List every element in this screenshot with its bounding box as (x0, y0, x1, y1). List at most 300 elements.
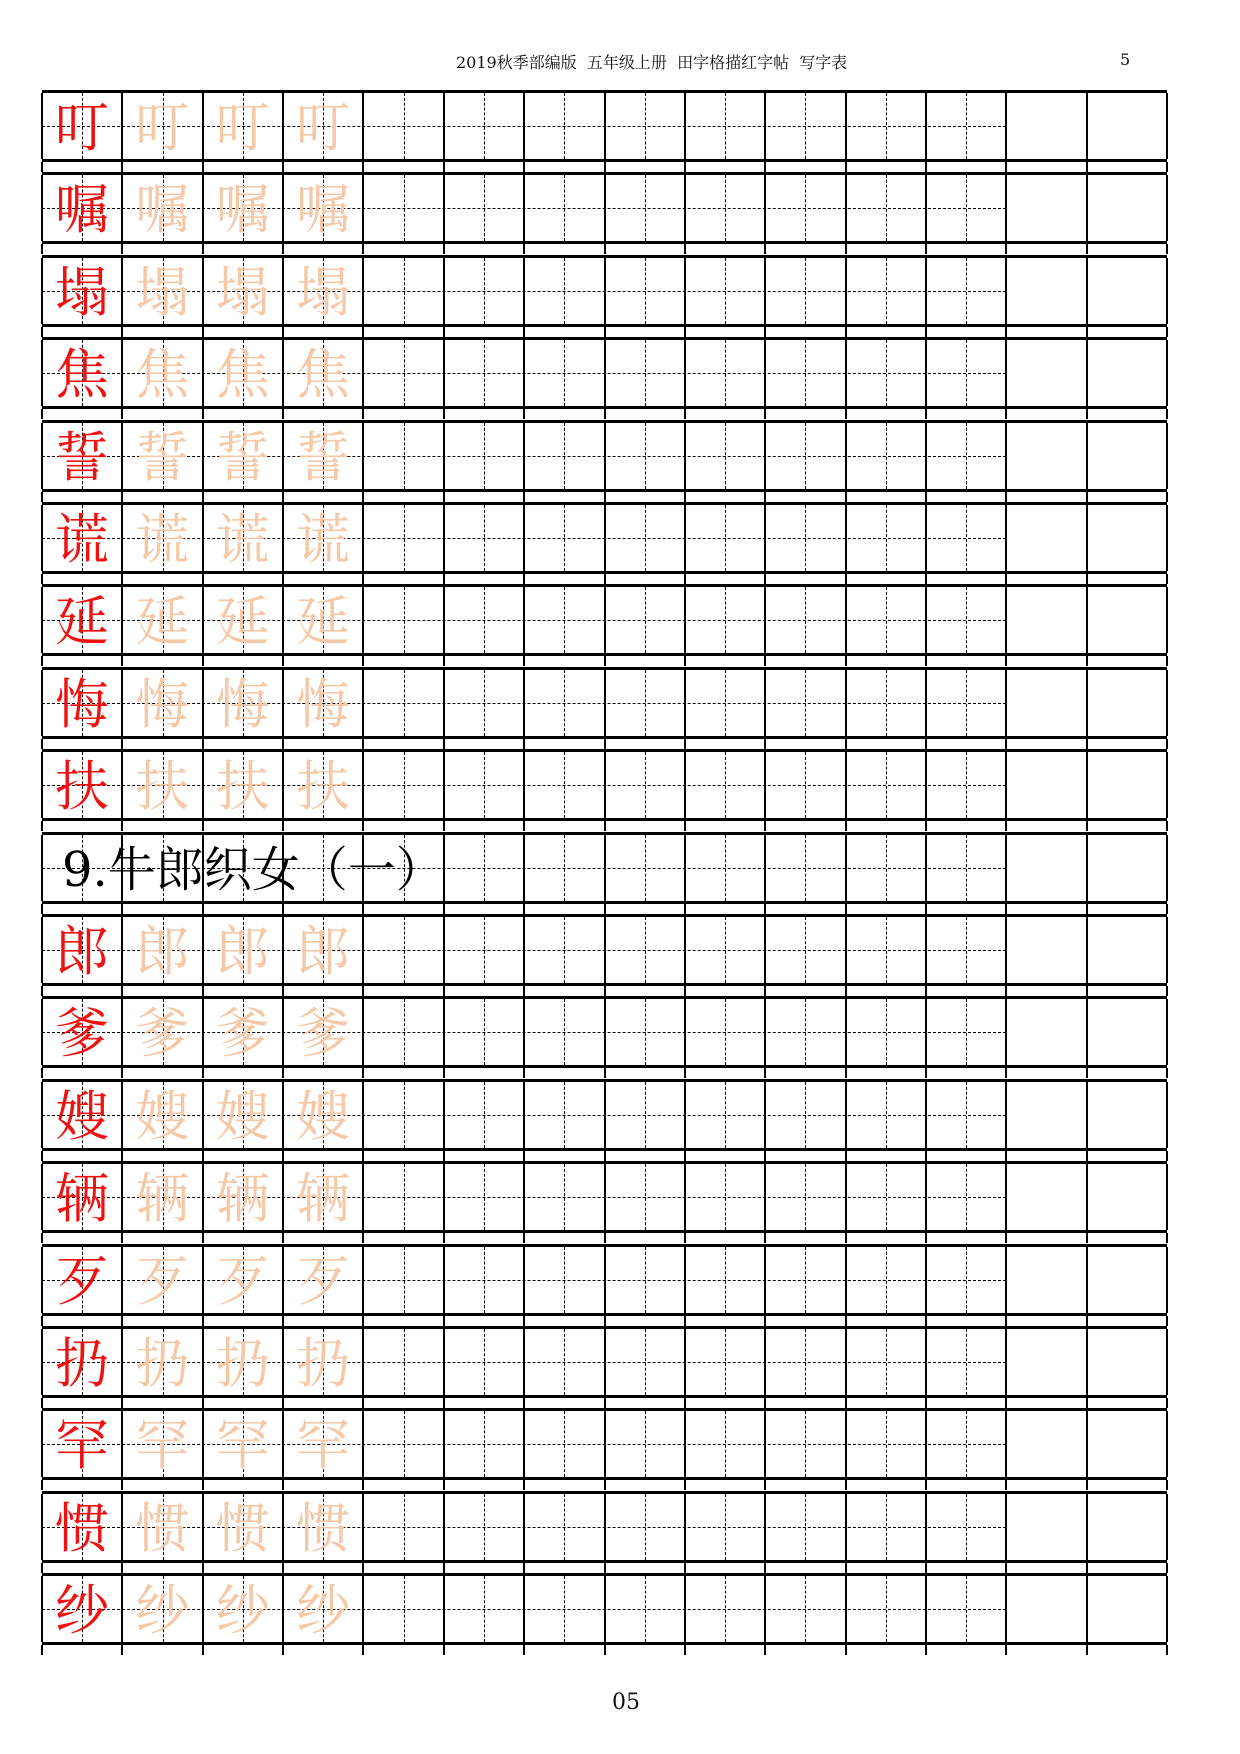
cell-border (1166, 1576, 1168, 1642)
practice-cells (42, 832, 1167, 904)
row-gap (42, 821, 1167, 831)
cell-border (1005, 821, 1007, 831)
cell-border (282, 1068, 284, 1078)
cell-border (1166, 587, 1168, 653)
cell-border (1166, 258, 1168, 324)
cell-border (1166, 1329, 1168, 1395)
model-character: 惯 (55, 1496, 109, 1560)
trace-character: 纱 (135, 1579, 190, 1643)
cell-border (1086, 1398, 1088, 1408)
practice-cells (42, 255, 1167, 327)
cell-border (604, 986, 606, 996)
row-gap (42, 492, 1167, 502)
cell-border (1166, 904, 1168, 914)
cell-border (684, 1316, 686, 1326)
cell-border (764, 1645, 766, 1655)
cell-border (443, 1645, 445, 1655)
trace-character: 郎 (215, 920, 270, 983)
cell-border (845, 1068, 847, 1078)
cell-border (41, 1316, 43, 1326)
trace-character: 纱 (215, 1579, 270, 1643)
cell-border (1005, 162, 1007, 172)
model-character: 谎 (55, 508, 109, 571)
cell-border (925, 1645, 927, 1655)
cell-border (1005, 656, 1007, 666)
cell-border (202, 739, 204, 749)
cell-border (1086, 1494, 1088, 1560)
model-character: 扔 (55, 1332, 109, 1395)
cell-border (1166, 327, 1168, 337)
cell-border (121, 1645, 123, 1655)
cell-border (523, 1233, 525, 1243)
cell-border (845, 162, 847, 172)
cell-border (1166, 1411, 1168, 1477)
cell-border (282, 656, 284, 666)
cell-border (764, 739, 766, 749)
cell-border (443, 904, 445, 914)
cell-border (362, 327, 364, 337)
cell-border (1086, 93, 1088, 159)
trace-character: 罕 (135, 1414, 190, 1478)
trace-character: 延 (215, 590, 270, 654)
cell-border (845, 574, 847, 584)
cell-border (1005, 1151, 1007, 1161)
cell-border (362, 492, 364, 502)
cell-border (1166, 492, 1168, 502)
cell-border (925, 409, 927, 419)
cell-border (764, 821, 766, 831)
cell-border (604, 1151, 606, 1161)
cell-border (523, 656, 525, 666)
trace-character: 焦 (135, 343, 190, 407)
cell-border (1086, 423, 1088, 489)
cell-border (1086, 670, 1088, 736)
cell-border (362, 574, 364, 584)
cell-border (121, 1563, 123, 1573)
cell-border (684, 1151, 686, 1161)
cell-border (1086, 1082, 1088, 1148)
cell-border (604, 904, 606, 914)
cell-border (121, 1068, 123, 1078)
cell-border (604, 574, 606, 584)
cell-border (362, 244, 364, 254)
trace-character: 辆 (296, 1167, 351, 1231)
cell-border (925, 1151, 927, 1161)
practice-cells (42, 337, 1167, 409)
cell-border (1086, 1645, 1088, 1655)
cell-border (121, 904, 123, 914)
cell-border (282, 244, 284, 254)
cell-border (41, 574, 43, 584)
cell-border (925, 1480, 927, 1490)
cell-border (523, 1645, 525, 1655)
cell-border (1086, 752, 1088, 818)
cell-border (684, 1233, 686, 1243)
cell-border (523, 1151, 525, 1161)
trace-character: 焦 (215, 343, 270, 407)
cell-border (1086, 587, 1088, 653)
cell-border (604, 162, 606, 172)
cell-border (1166, 670, 1168, 736)
cell-border (1086, 162, 1088, 172)
trace-character: 扔 (296, 1332, 351, 1395)
cell-border (1086, 1151, 1088, 1161)
cell-border (41, 1151, 43, 1161)
cell-border (443, 1563, 445, 1573)
cell-border (1005, 1316, 1007, 1326)
cell-border (1086, 244, 1088, 254)
trace-character: 塌 (135, 260, 190, 324)
cell-border (202, 656, 204, 666)
cell-border (764, 574, 766, 584)
cell-border (764, 327, 766, 337)
cell-border (1086, 917, 1088, 983)
cell-border (41, 492, 43, 502)
cell-border (443, 327, 445, 337)
cell-border (282, 1480, 284, 1490)
row-gap (42, 244, 1167, 254)
cell-border (684, 244, 686, 254)
row-gap (42, 1068, 1167, 1078)
cell-border (1166, 175, 1168, 241)
trace-character: 辆 (135, 1167, 190, 1231)
cell-border (684, 1645, 686, 1655)
cell-border (202, 492, 204, 502)
practice-cells (42, 749, 1167, 821)
model-character: 叮 (55, 96, 109, 159)
trace-character: 悔 (135, 672, 190, 736)
cell-border (1166, 1645, 1168, 1655)
cell-border (443, 986, 445, 996)
cell-border (282, 327, 284, 337)
cell-border (684, 1068, 686, 1078)
cell-border (925, 327, 927, 337)
cell-border (1005, 986, 1007, 996)
cell-border (604, 1398, 606, 1408)
trace-character: 惯 (215, 1496, 270, 1560)
trace-character: 辆 (215, 1167, 270, 1231)
cell-border (282, 821, 284, 831)
cell-border (362, 986, 364, 996)
cell-border (764, 162, 766, 172)
model-character: 爹 (55, 1002, 109, 1066)
cell-border (282, 492, 284, 502)
model-character: 焦 (55, 343, 109, 407)
trace-character: 叮 (135, 96, 190, 159)
cell-border (684, 821, 686, 831)
trace-character: 歹 (135, 1249, 190, 1313)
cell-border (764, 986, 766, 996)
cell-border (925, 162, 927, 172)
cell-border (282, 162, 284, 172)
cell-border (282, 904, 284, 914)
cell-border (1166, 1151, 1168, 1161)
cell-border (121, 409, 123, 419)
cell-border (121, 739, 123, 749)
cell-border (523, 162, 525, 172)
cell-border (362, 1398, 364, 1408)
cell-border (1086, 1316, 1088, 1326)
model-character: 郎 (55, 920, 109, 983)
cell-border (443, 1398, 445, 1408)
practice-cells (42, 90, 1167, 162)
practice-cells (42, 502, 1167, 574)
cell-border (41, 327, 43, 337)
cell-border (1166, 1164, 1168, 1230)
trace-character: 塌 (296, 260, 351, 324)
cell-border (1086, 904, 1088, 914)
cell-border (523, 1563, 525, 1573)
cell-border (202, 986, 204, 996)
cell-border (604, 1480, 606, 1490)
practice-cells (42, 420, 1167, 492)
cell-border (362, 409, 364, 419)
cell-border (1086, 835, 1088, 901)
model-character: 悔 (55, 672, 109, 736)
cell-border (925, 821, 927, 831)
cell-border (41, 409, 43, 419)
cell-border (845, 1563, 847, 1573)
trace-character: 誓 (296, 425, 351, 489)
cell-border (1086, 574, 1088, 584)
cell-border (202, 574, 204, 584)
model-character: 纱 (55, 1579, 109, 1643)
cell-border (443, 1316, 445, 1326)
cell-border (523, 739, 525, 749)
cell-border (1005, 1068, 1007, 1078)
cell-border (684, 409, 686, 419)
cell-border (202, 1398, 204, 1408)
cell-border (845, 1480, 847, 1490)
cell-border (925, 244, 927, 254)
cell-border (604, 1233, 606, 1243)
cell-border (1166, 244, 1168, 254)
cell-border (764, 1563, 766, 1573)
cell-border (1086, 1068, 1088, 1078)
page-header-title: 2019秋季部编版 五年级上册 田字格描红字帖 写字表 (456, 53, 848, 72)
cell-border (362, 162, 364, 172)
cell-border (1086, 258, 1088, 324)
cell-border (845, 1316, 847, 1326)
trace-character: 爹 (215, 1002, 270, 1066)
cell-border (845, 821, 847, 831)
cell-border (1086, 1233, 1088, 1243)
cell-border (684, 986, 686, 996)
cell-border (41, 1645, 43, 1655)
cell-border (41, 1480, 43, 1490)
model-character: 扶 (55, 755, 109, 819)
trace-character: 爹 (296, 1002, 351, 1066)
model-character: 延 (55, 590, 109, 654)
cell-border (845, 1151, 847, 1161)
cell-border (1086, 1247, 1088, 1313)
cell-border (684, 327, 686, 337)
cell-border (604, 492, 606, 502)
cell-border (604, 821, 606, 831)
cell-border (764, 492, 766, 502)
cell-border (523, 1398, 525, 1408)
cell-border (1086, 340, 1088, 406)
practice-cells (42, 667, 1167, 739)
cell-border (41, 986, 43, 996)
model-character: 誓 (55, 425, 109, 489)
cell-border (121, 1316, 123, 1326)
row-gap (42, 327, 1167, 337)
cell-border (684, 162, 686, 172)
cell-border (1086, 986, 1088, 996)
row-gap (42, 574, 1167, 584)
cell-border (202, 1645, 204, 1655)
trace-character: 叮 (215, 96, 270, 159)
cell-border (41, 656, 43, 666)
model-character: 嘱 (55, 178, 109, 242)
cell-border (282, 1563, 284, 1573)
cell-border (443, 1068, 445, 1078)
cell-border (523, 574, 525, 584)
cell-border (845, 1645, 847, 1655)
cell-border (925, 574, 927, 584)
trace-character: 嫂 (215, 1084, 270, 1148)
trace-character: 延 (135, 590, 190, 654)
cell-border (845, 492, 847, 502)
cell-border (282, 409, 284, 419)
cell-border (41, 821, 43, 831)
cell-border (1166, 1316, 1168, 1326)
row-gap (42, 656, 1167, 666)
row-gap (42, 409, 1167, 419)
model-character: 歹 (55, 1249, 109, 1313)
cell-border (362, 656, 364, 666)
cell-border (1166, 574, 1168, 584)
cell-border (41, 1068, 43, 1078)
cell-border (1005, 904, 1007, 914)
cell-border (362, 1563, 364, 1573)
cell-border (443, 1480, 445, 1490)
trace-character: 誓 (215, 425, 270, 489)
cell-border (1166, 1068, 1168, 1078)
page-number: 5 (1120, 50, 1131, 69)
trace-character: 扶 (135, 755, 190, 819)
cell-border (684, 492, 686, 502)
model-character: 塌 (55, 260, 109, 324)
cell-border (1086, 1563, 1088, 1573)
cell-border (925, 904, 927, 914)
cell-border (1005, 327, 1007, 337)
cell-border (1166, 162, 1168, 172)
cell-border (1166, 1563, 1168, 1573)
cell-border (764, 1480, 766, 1490)
trace-character: 郎 (296, 920, 351, 983)
cell-border (523, 327, 525, 337)
trace-character: 扔 (135, 1332, 190, 1395)
cell-border (523, 1480, 525, 1490)
cell-border (764, 1068, 766, 1078)
trace-character: 扶 (296, 755, 351, 819)
cell-border (1005, 1480, 1007, 1490)
cell-border (41, 739, 43, 749)
cell-border (121, 656, 123, 666)
practice-cells (42, 996, 1167, 1068)
cell-border (202, 904, 204, 914)
cell-border (202, 821, 204, 831)
trace-character: 嘱 (215, 178, 270, 242)
row-gap (42, 1233, 1167, 1243)
cell-border (764, 904, 766, 914)
cell-border (121, 244, 123, 254)
cell-border (845, 327, 847, 337)
cell-border (362, 821, 364, 831)
cell-border (443, 162, 445, 172)
cell-border (523, 821, 525, 831)
cell-border (925, 1398, 927, 1408)
cell-border (925, 739, 927, 749)
model-character: 辆 (55, 1167, 109, 1231)
trace-character: 嘱 (135, 178, 190, 242)
trace-character: 惯 (296, 1496, 351, 1560)
practice-cells (42, 1244, 1167, 1316)
cell-border (443, 821, 445, 831)
cell-border (121, 492, 123, 502)
cell-border (282, 1151, 284, 1161)
trace-character: 惯 (135, 1496, 190, 1560)
cell-border (1086, 1411, 1088, 1477)
trace-character: 爹 (135, 1002, 190, 1066)
cell-border (1086, 1329, 1088, 1395)
cell-border (202, 1151, 204, 1161)
cell-border (684, 904, 686, 914)
row-gap (42, 986, 1167, 996)
cell-border (684, 574, 686, 584)
cell-border (443, 244, 445, 254)
cell-border (41, 244, 43, 254)
cell-border (523, 986, 525, 996)
cell-border (845, 244, 847, 254)
cell-border (1166, 423, 1168, 489)
cell-border (684, 1398, 686, 1408)
cell-border (282, 1233, 284, 1243)
row-gap (42, 162, 1167, 172)
cell-border (604, 327, 606, 337)
cell-border (1166, 1494, 1168, 1560)
footer-page-label: 05 (612, 1690, 640, 1715)
cell-border (523, 904, 525, 914)
cell-border (1005, 492, 1007, 502)
cell-border (845, 904, 847, 914)
cell-border (1086, 821, 1088, 831)
cell-border (443, 1151, 445, 1161)
cell-border (1166, 505, 1168, 571)
cell-border (362, 1151, 364, 1161)
cell-border (1166, 1398, 1168, 1408)
trace-character: 誓 (135, 425, 190, 489)
cell-border (1086, 1164, 1088, 1230)
row-gap (42, 1151, 1167, 1161)
cell-border (1086, 505, 1088, 571)
cell-border (764, 409, 766, 419)
cell-border (362, 1645, 364, 1655)
trace-character: 谎 (296, 508, 351, 571)
cell-border (121, 986, 123, 996)
cell-border (523, 1068, 525, 1078)
trace-character: 悔 (215, 672, 270, 736)
cell-border (925, 1316, 927, 1326)
row-gap (42, 1316, 1167, 1326)
cell-border (1086, 409, 1088, 419)
trace-character: 罕 (296, 1414, 351, 1478)
row-gap (42, 739, 1167, 749)
cell-border (41, 162, 43, 172)
cell-border (523, 244, 525, 254)
